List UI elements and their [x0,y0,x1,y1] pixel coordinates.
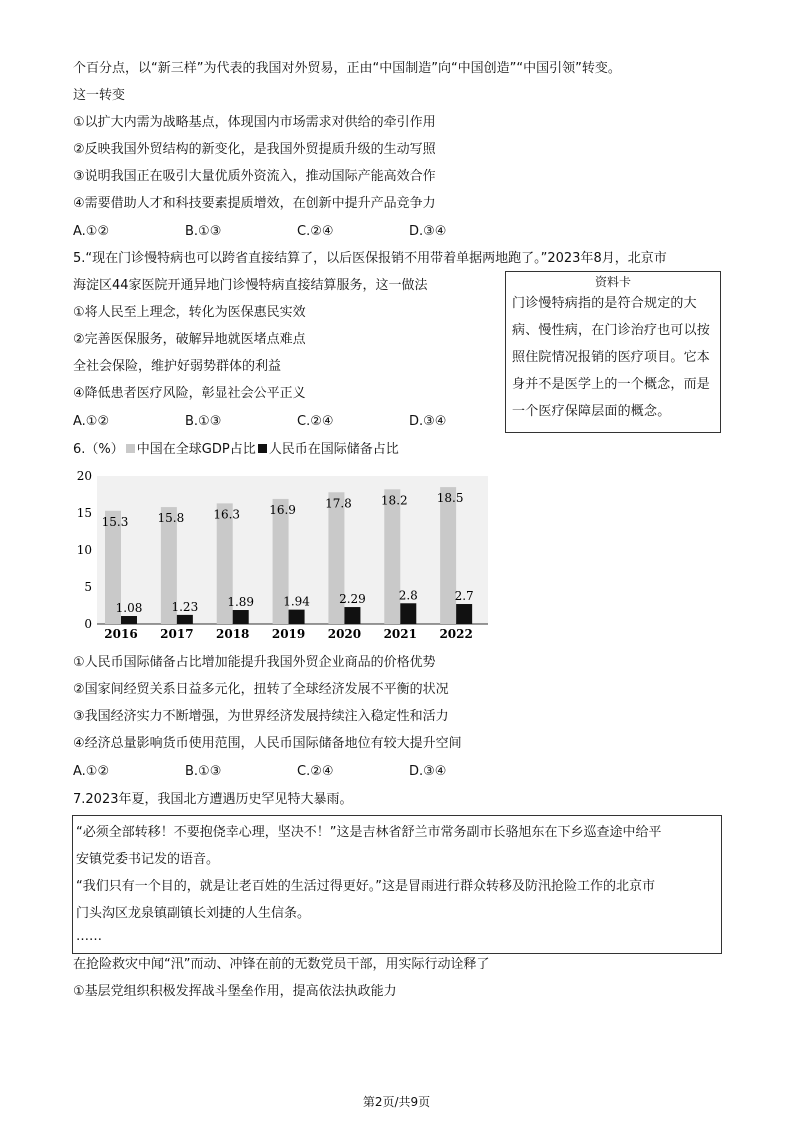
q7-stem: 7.2023年夏，我国北方遭遇历史罕见特大暴雨。 [73,792,353,807]
info-card-line: 身并不是医学上的一个概念，而是 [512,377,711,392]
q6-item-1: ①人民币国际储备占比增加能提升我国外贸企业商品的价格优势 [73,655,436,670]
q5-stem-line-2: 海淀区44家医院开通异地门诊慢特病直接结算服务，这一做法 [73,278,428,293]
q4-option-b[interactable]: B.①③ [185,224,222,239]
legend-rmb-label: 人民币在国际储备占比 [268,442,399,457]
gdp-value-label: 17.8 [325,496,352,511]
legend-rmb-swatch-icon [258,444,267,453]
x-tick-label: 2022 [439,627,473,641]
gdp-bar [440,487,456,624]
q6-legend-line [73,441,399,459]
q4-item-3: ③说明我国正在吸引大量优质外资流入，推动国际产能高效合作 [73,169,436,184]
intro-line-1: 个百分点，以“新三样”为代表的我国对外贸易，正由“中国制造”向“中国创造”“中国引领”转变。 [73,61,621,76]
q4-options [73,223,521,241]
info-card-line: 照住院情况报销的医疗项目。它本 [512,350,711,365]
info-card-line: 门诊慢特病指的是符合规定的大 [512,296,697,311]
bar-chart [73,462,493,642]
rmb-value-label: 2.29 [339,592,366,607]
x-tick-label: 2019 [271,627,306,641]
y-tick-label: 15 [76,506,92,520]
rmb-bar [344,607,360,624]
q5-option-c[interactable]: C.②④ [297,414,334,429]
q6-item-2: ②国家间经贸关系日益多元化，扭转了全球经济发展不平衡的状况 [73,682,449,697]
q6-item-4: ④经济总量影响货币使用范围，人民币国际储备地位有较大提升空间 [73,736,462,751]
q7-box-line: 门头沟区龙泉镇副镇长刘捷的人生信条。 [76,906,311,921]
gdp-value-label: 18.5 [436,491,464,506]
q6-option-c[interactable]: C.②④ [297,764,334,779]
q7-box-line: …… [76,929,102,944]
q6-options [73,763,521,781]
gdp-bar [384,489,400,624]
info-card [505,271,721,433]
gdp-value-label: 16.3 [213,507,241,522]
q5-option-d[interactable]: D.③④ [409,414,447,429]
q5-options [73,413,521,431]
x-tick-label: 2020 [327,627,362,641]
info-card-line: 病、慢性病，在门诊治疗也可以按 [512,323,711,338]
rmb-value-label: 1.89 [227,595,255,610]
q6-label-prefix: 6.（%） [73,442,124,457]
q7-box-line: “我们只有一个目的，就是让老百姓的生活过得更好。”这是冒雨进行群众转移及防汛抢险工作的北京市 [76,879,655,894]
gdp-value-label: 15.8 [157,511,185,526]
rmb-bar [233,610,249,624]
y-tick-label: 5 [84,580,92,594]
q5-stem-line-1: 5.“现在门诊慢特病也可以跨省直接结算了，以后医保报销不用带着单据两地跑了。”2023年8月，北京市 [73,251,667,266]
q5-option-a[interactable]: A.①② [73,414,110,429]
info-card-line: 一个医疗保障层面的概念。 [512,404,671,419]
y-tick-label: 10 [76,543,92,557]
info-card-title: 资料卡 [594,275,631,289]
rmb-value-label: 2.8 [398,588,418,603]
x-tick-label: 2016 [104,627,138,641]
gdp-value-label: 15.3 [101,514,129,529]
rmb-bar [456,604,472,624]
rmb-value-label: 1.08 [115,601,143,616]
y-tick-label: 20 [76,469,92,483]
q5-option-b[interactable]: B.①③ [185,414,222,429]
q6-option-a[interactable]: A.①② [73,764,110,779]
x-tick-label: 2021 [383,627,417,641]
q4-item-4: ④需要借助人才和科技要素提质增效，在创新中提升产品竞争力 [73,196,436,211]
q4-option-d[interactable]: D.③④ [409,224,447,239]
y-tick-label: 0 [84,617,92,631]
rmb-value-label: 1.23 [171,599,199,614]
rmb-bar [400,603,416,624]
q6-item-3: ③我国经济实力不断增强，为世界经济发展持续注入稳定性和活力 [73,709,449,724]
q6-option-d[interactable]: D.③④ [409,764,447,779]
legend-gdp-swatch-icon [126,444,135,453]
legend-gdp-label: 中国在全球GDP占比 [136,442,256,457]
intro-line-2: 这一转变 [73,88,126,103]
q4-option-c[interactable]: C.②④ [297,224,334,239]
q5-item-3: 全社会保险，维护好弱势群体的利益 [73,359,282,374]
page-footer: 第2页/共9页 [362,1095,431,1109]
q5-item-1: ①将人民至上理念，转化为医保惠民实效 [73,305,306,320]
q4-item-2: ②反映我国外贸结构的新变化，是我国外贸提质升级的生动写照 [73,142,436,157]
q7-after-line: 在抢险救灾中闻“汛”而动、冲锋在前的无数党员干部，用实际行动诠释了 [73,957,490,972]
rmb-value-label: 2.7 [454,589,474,604]
gdp-value-label: 18.2 [380,493,408,508]
q6-option-b[interactable]: B.①③ [185,764,222,779]
rmb-bar [289,610,305,624]
q7-box-line: “必须全部转移！不要抱侥幸心理，坚决不！”这是吉林省舒兰市常务副市长骆旭东在下乡巡查途中给平 [76,825,662,840]
q4-option-a[interactable]: A.①② [73,224,110,239]
q7-box-line: 安镇党委书记发的语音。 [76,852,220,867]
rmb-value-label: 1.94 [283,594,310,609]
rmb-bar [121,616,137,624]
q5-item-4: ④降低患者医疗风险，彰显社会公平正义 [73,386,306,401]
gdp-value-label: 16.9 [269,502,296,517]
info-card-body [512,290,714,425]
rmb-bar [177,615,193,624]
x-tick-label: 2017 [160,627,194,641]
x-tick-label: 2018 [216,627,250,641]
q7-item-1: ①基层党组织积极发挥战斗堡垒作用，提高依法执政能力 [73,984,397,999]
q7-material-box [72,815,722,954]
q5-item-2: ②完善医保服务，破解异地就医堵点难点 [73,332,306,347]
q4-item-1: ①以扩大内需为战略基点，体现国内市场需求对供给的牵引作用 [73,115,436,130]
